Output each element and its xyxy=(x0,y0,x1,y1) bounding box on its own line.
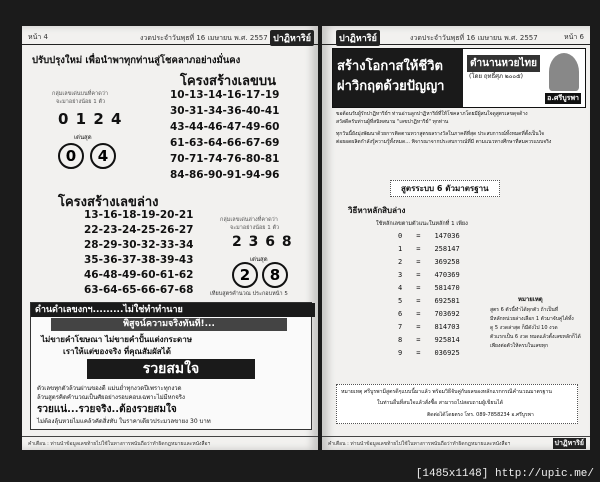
upper-lead-digit: 0 xyxy=(58,143,84,169)
table-key: 3 xyxy=(398,271,403,279)
issue-date: งวดประจำวันพุธที่ 16 เมษายน พ.ศ. 2557 xyxy=(410,34,538,42)
left-page xyxy=(22,26,318,450)
note-title: หมายเหตุ xyxy=(518,296,543,303)
table-value: 692581 xyxy=(434,297,460,305)
note-line: เพียงต่อตัวให้ครบในเลขทุก xyxy=(490,343,548,349)
number-row: 46-48-49-60-61-62 xyxy=(84,269,194,281)
issue-date: งวดประจำวันพุธที่ 16 เมษายน พ.ศ. 2557 xyxy=(140,34,268,42)
right-page-footer xyxy=(322,436,590,450)
bottom-note-line: หมายเหตุ ศรีบูรพามีสูตรดีๆแบบนี้มาแล้ว พร้อมวิธีจับคู่กับผลของหลักแรกกรณีคำนวณมาตรฐาน xyxy=(341,389,552,395)
author-name: อ.ศรีบูรพา xyxy=(547,94,579,102)
ad-text: ตัวเลขทุกตัวล้วนผ่านของดี แม่นย่ำทุกงวดปีเพราะทุกงวด xyxy=(37,385,182,392)
banner-line-2: ผ่าวิกฤตด้วยปัญญา xyxy=(337,79,445,94)
column-title: ตำนานหวยไทย xyxy=(467,55,540,72)
upper-caption-2: จะมาอย่างน้อย 1 ตัว xyxy=(56,99,106,105)
lower-caption-1: กลุ่มเลขเด่นล่างที่คาดว่า xyxy=(220,217,278,223)
intro-line: สวัสดีครับท่านผู้ที่สนิทสนาม "เลขปาฏิหาริย์" ทุกท่าน xyxy=(336,119,449,125)
number-row: 70-71-74-76-80-81 xyxy=(170,153,280,165)
image-caption: [1485x1148] http://upic.me/ xyxy=(415,468,594,480)
number-row: 35-36-37-38-39-43 xyxy=(84,254,194,266)
note-body xyxy=(490,306,581,351)
number-row: 61-63-64-66-67-69 xyxy=(170,137,280,149)
table-key: 6 xyxy=(398,310,403,318)
lower-lead-digit: 8 xyxy=(262,262,288,288)
right-page-header xyxy=(322,30,590,45)
ad-slogan: รวยแน่...รวยจริง..ต้องรวยสมใจ xyxy=(37,404,177,415)
table-value: 581470 xyxy=(434,284,460,292)
table-key: 5 xyxy=(398,297,403,305)
lower-caption-2: จะมาอย่างน้อย 1 ตัว xyxy=(230,225,280,231)
note-line: มีหลักหน่วยล่างเลือก 1 ตัวมาจับคู่ได้ทั้ง xyxy=(490,316,574,322)
table-value: 036925 xyxy=(434,349,460,357)
table-value: 703692 xyxy=(434,310,460,318)
upper-number-list xyxy=(170,89,279,182)
table-key: 9 xyxy=(398,349,403,357)
ad-text: ไม่ขายคำโฆษณา ไม่ขายคำปั้นแต่งกระดาษ xyxy=(41,335,192,344)
number-row: 43-44-46-47-49-60 xyxy=(170,121,280,133)
lower-number-list xyxy=(84,209,193,297)
author-portrait-icon xyxy=(549,53,579,91)
intro-paragraph xyxy=(336,110,580,146)
table-key: 1 xyxy=(398,245,403,253)
formula-table: 0 = 147036 1 = 258147 2 = 369258 3 = 470369 4 = 581470 5 = 692581 6 = 703692 7 = 814703 8 = 925814 9 = 036925 xyxy=(398,232,460,357)
number-row: 84-86-90-91-94-96 xyxy=(170,169,280,181)
ad-text: ล้วนสูตรคิดคำนวณเป็นศัยอย่างรอบคอบเฉพาะไม่มีหกจริง xyxy=(37,394,185,401)
lower-digits: 2 3 6 8 xyxy=(232,234,293,250)
warning-text: คำเตือน : ท่านนำข้อมูลเลขท้ายไปใช้ในทางการพนันถือว่าทำผิดกฎหมายและหนังสือฯ xyxy=(28,441,211,447)
advertisement xyxy=(30,302,312,430)
intro-line: ทุกวันนี้ยังมุ่งพัฒนาด้วยการติดตามทวาสูตรผลรางวัลในภาคดีที่สุด ประสบการณ์ทั้งหมดที่ตั้งเป็นใจ xyxy=(336,131,545,137)
upper-caption-1: กลุ่มเลขเด่นบนที่คาดว่า xyxy=(52,91,108,97)
table-key: 4 xyxy=(398,284,403,292)
left-page-footer xyxy=(22,436,318,450)
magazine-logo: ปาฏิหาริย์ xyxy=(336,30,380,46)
method-subtitle: ใช้หลักเลขตามตัวแนะในหลักที่ 1 เพียง xyxy=(376,221,468,227)
table-value: 258147 xyxy=(434,245,460,253)
right-page xyxy=(322,26,590,450)
method-title: วิธีหาหลักสิบล่าง xyxy=(348,206,406,215)
intro-line: ขอต้อนรับผู้รักปาฏิหาริย์ฯ ท่านอ่านลูกปาฏิหาริย์ที่ให้โชคลาภโดยมีผู้สนใจดูสูตรเลขดุจด้าง xyxy=(336,111,528,117)
note-line: ดู 5 งวดล่าสุด ก็มีดังไป 10 งวด xyxy=(490,325,558,331)
formula-title: สูตรระบบ 6 ตัวมาตรฐาน xyxy=(390,180,500,197)
upper-lead-digit: 4 xyxy=(90,143,116,169)
table-value: 147036 xyxy=(434,232,460,240)
upper-digits: 0 1 2 4 xyxy=(58,110,123,128)
ad-subheadline: พิสูจน์ความจริงทันที!... xyxy=(51,318,287,331)
table-key: 7 xyxy=(398,323,403,331)
number-row: 63-64-65-66-67-68 xyxy=(84,284,194,296)
warning-text: คำเตือน : ท่านนำข้อมูลเลขท้ายไปใช้ในทางการพนันถือว่าทำผิดกฎหมายและหนังสือฯ xyxy=(328,441,511,447)
number-row: 10-13-14-16-17-19 xyxy=(170,89,280,101)
number-row: 30-31-34-36-40-41 xyxy=(170,105,280,117)
lower-title: โครงสร้างเลขล่าง xyxy=(58,195,159,210)
number-row: 22-23-24-25-26-27 xyxy=(84,224,194,236)
table-key: 2 xyxy=(398,258,403,266)
magazine-logo: ปาฏิหาริย์ xyxy=(554,439,584,447)
table-key: 8 xyxy=(398,336,403,344)
upper-title: โครงสร้างเลขบน xyxy=(180,74,277,89)
table-value: 814703 xyxy=(434,323,460,331)
table-value: 925814 xyxy=(434,336,460,344)
reference-note: เทียบสูตรคำนวณ ประกอบหน้า 5 xyxy=(210,291,288,297)
number-row: 28-29-30-32-33-34 xyxy=(84,239,194,251)
ad-brand: รวยสมใจ xyxy=(87,359,255,379)
page-number: หน้า 4 xyxy=(28,33,49,41)
ad-headline: ดำนดำเลขงกฯ.........ไม่ใช่ทำทำนาย xyxy=(31,303,315,317)
note-line: ตัวแรกเป็น 6 งวด หมดแล้วตั้งเลขหลักก็ได้ xyxy=(490,334,581,340)
banner xyxy=(332,48,586,108)
headline: ปรับปรุงใหม่ เพื่อนำพาทุกท่านสู่โชคลาภอย่างมั่นคง xyxy=(32,55,241,66)
left-page-header xyxy=(22,30,318,45)
bottom-note-box xyxy=(336,384,578,424)
banner-title-box xyxy=(333,49,463,107)
banner-line-1: สร้างโอกาสให้ชีวิต xyxy=(337,59,443,74)
ad-text: เราให้แต่ของจริง ที่คุณสัมผัสได้ xyxy=(63,347,171,356)
bottom-note-line: ในท่านอื่นที่สนใจแล้วสั่งซื้อ สามารถไปสอบถามผู้เขียนได้ xyxy=(377,400,503,406)
lower-lead-label: เด่นสุด xyxy=(250,256,268,263)
table-value: 369258 xyxy=(434,258,460,266)
page-number: หน้า 6 xyxy=(563,33,584,41)
ad-text: ไม่ต้องลุ้นหวยไมแคล้วคัดสิ่งทับ ในราคาเดียวประมวลขายง 30 บาท xyxy=(37,418,211,425)
table-value: 470369 xyxy=(434,271,460,279)
contact-line: ติดต่อได้โดยตรง โทร. 089-7858234 อ.ศรีบูรพา xyxy=(427,412,534,418)
column-subtitle: (โดย ฤทธิ์ศุภ ๒๐๐๕) xyxy=(469,73,523,80)
number-row: 13-16-18-19-20-21 xyxy=(84,209,194,221)
upper-lead-label: เด่นสุด xyxy=(74,134,92,141)
intro-line: ต่อยอดผลิตกำลังรู้ความรู้ทั้งหมด... พิจารณาจากประสบการณ์ที่มี ตามแนวทางศึกษาที่สมควรแบบจริง xyxy=(336,139,552,145)
magazine-logo: ปาฏิหาริย์ xyxy=(270,30,314,46)
table-key: 0 xyxy=(398,232,403,240)
lower-lead-digit: 2 xyxy=(232,262,258,288)
note-line: สูตร 6 ตัวนี้ทำได้ทุกตัว ถ้าเป็นที่ xyxy=(490,307,559,313)
